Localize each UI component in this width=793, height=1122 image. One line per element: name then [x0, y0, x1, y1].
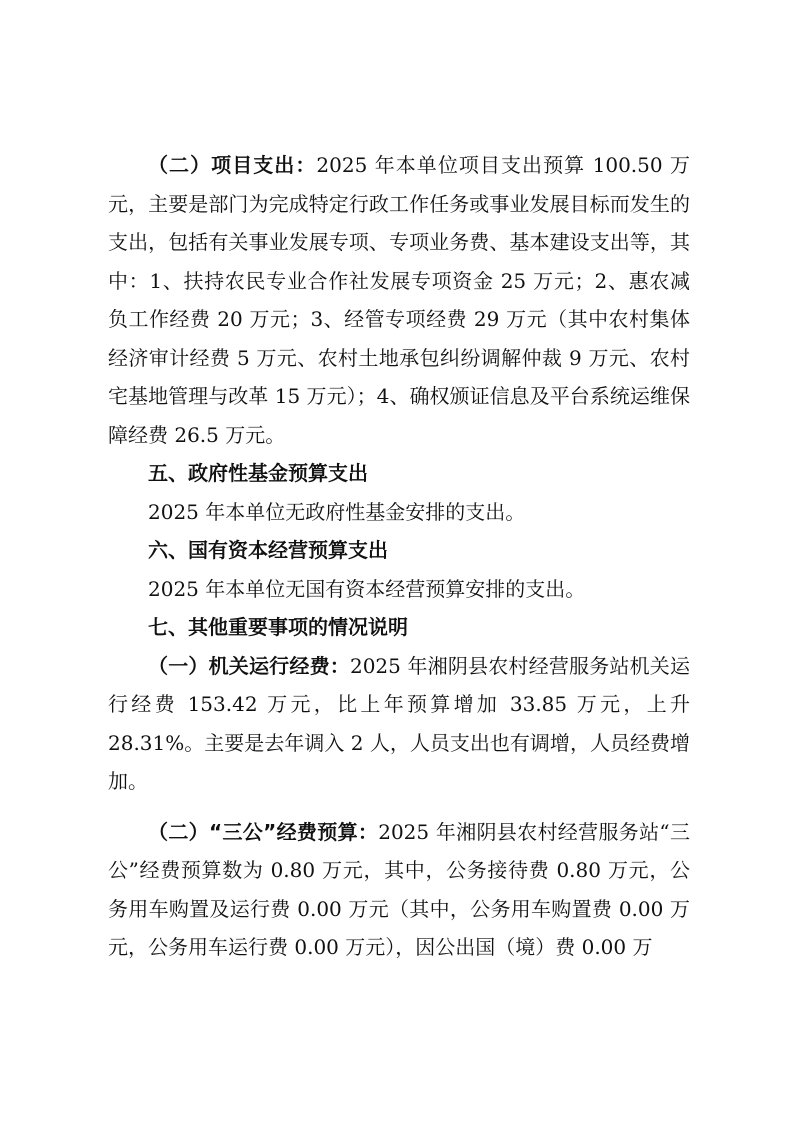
- paragraph-project-expenditure: [108, 146, 690, 454]
- heading-state-capital: 六、国有资本经营预算支出: [148, 538, 388, 562]
- heading-government-fund: 五、政府性基金预算支出: [148, 461, 368, 485]
- operating-expenses-label: （一）机关运行经费：: [148, 653, 350, 678]
- paragraph-state-capital: 2025 年本单位无国有资本经营预算安排的支出。: [148, 576, 586, 601]
- project-expenditure-label: （二）项目支出：: [148, 153, 317, 177]
- document-page: [108, 146, 690, 967]
- operating-expenses-text: 2025 年湘阴县农村经营服务站机关运行经费 153.42 万元，比上年预算增加 33.85 万元，上升 28.31%。主要是去年调入 2 人，人员支出也有调增，人员经费增加。: [108, 653, 691, 793]
- project-expenditure-text: 2025 年本单位项目支出预算 100.50 万元，主要是部门为完成特定行政工作任务或事业发展目标而发生的支出，包括有关事业发展专项、专项业务费、基本建设支出等，其中：1、扶持农民专业合作社发展专项资金 25 万元；2、惠农减负工作经费 20 万元；3、经管专项经费 29 万元（其中农村集体经济审计经费 5 万元、农村土地承包纠纷调解仲裁 9 万元、农村宅基地管理与改革 15 万元）；4、确权颁证信息及平台系统运维保障经费 26.5 万元。: [108, 153, 691, 447]
- paragraph-operating-expenses: [108, 647, 690, 801]
- paragraph-gap: [108, 801, 690, 813]
- paragraph-government-fund: 2025 年本单位无政府性基金安排的支出。: [148, 499, 526, 524]
- three-public-expenses-text: 2025 年湘阴县农村经营服务站“三公”经费预算数为 0.80 万元，其中，公务接待费 0.80 万元，公务用车购置及运行费 0.00 万元（其中，公务用车购置费 0.00 万元，公务用车运行费 0.00 万元），因公出国（境）费 0.00 万: [108, 819, 690, 959]
- paragraph-three-public-expenses: [108, 813, 690, 967]
- heading-other-matters: 七、其他重要事项的情况说明: [148, 615, 408, 639]
- three-public-expenses-label: （二）“三公”经费预算：: [148, 819, 379, 844]
